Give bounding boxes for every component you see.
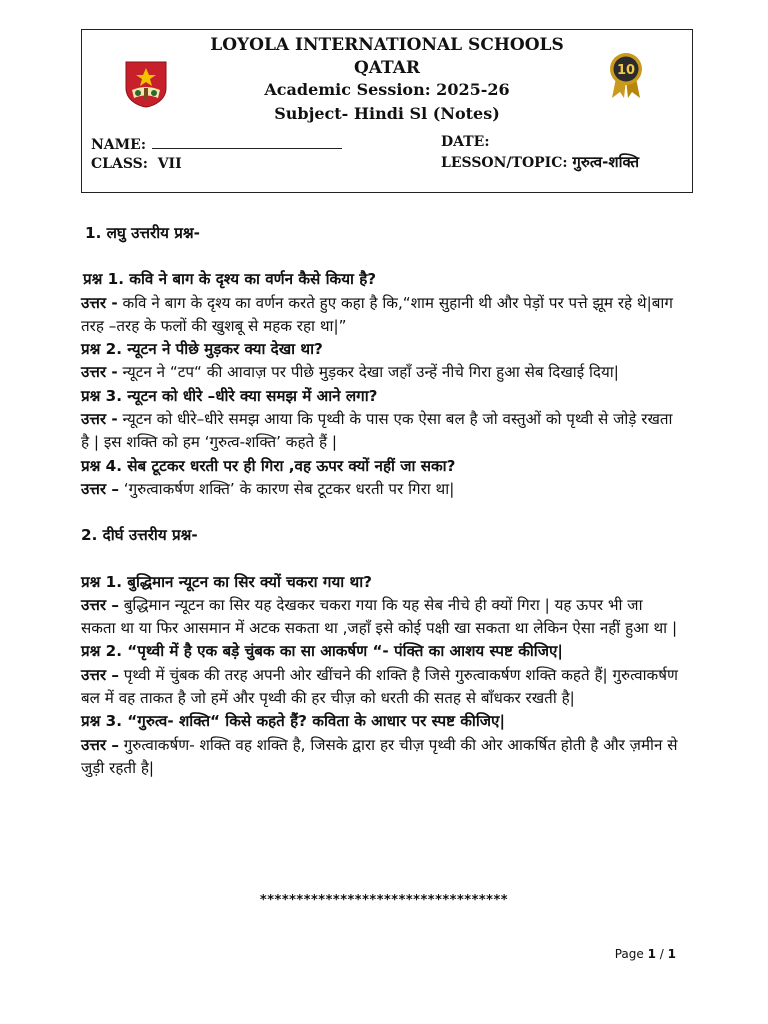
answer: उत्तर – पृथ्वी में चुंबक की तरह अपनी ओर खींचने की शक्ति है जिसे गुरुत्वाकर्षण शक्ति कहते हैं| गुरुत्वाकर्षण बल में वह ताकत है जो हमें और पृथ्वी की हर चीज़ को धरती की सतह से बाँधकर रखती है| bbox=[81, 665, 678, 708]
answer: उत्तर - न्यूटन ने “टप“ की आवाज़ पर पीछे मुड़कर देखा जहाँ उन्हें नीचे गिरा हुआ सेब दिखाई दिया| bbox=[81, 363, 619, 382]
qa-item bbox=[81, 710, 681, 780]
question: प्रश्न 3. “गुरुत्व- शक्ति“ किसे कहते हैं? कविता के आधार पर स्पष्ट कीजिए| bbox=[81, 712, 506, 731]
answer: उत्तर – बुद्धिमान न्यूटन का सिर यह देखकर चकरा गया कि यह सेब नीचे ही क्यों गिरा | यह ऊपर भी जा सकता था या फिर आसमान में अटक सकता था ,जहाँ इसे कोई पक्षी खा सकता था लेकिन ऐसा नहीं हुआ था | bbox=[81, 595, 678, 638]
school-name: LOYOLA INTERNATIONAL SCHOOLS bbox=[210, 35, 564, 55]
anniversary-badge-icon bbox=[606, 52, 646, 100]
section-heading-short: 1. लघु उत्तरीय प्रश्न- bbox=[85, 224, 200, 242]
divider-stars: ********************************** bbox=[259, 893, 509, 908]
section-heading-long: 2. दीर्घ उत्तरीय प्रश्न- bbox=[81, 526, 198, 545]
class-label: CLASS: bbox=[91, 156, 148, 172]
subject-title: Subject- Hindi Sl (Notes) bbox=[274, 104, 500, 123]
question: प्रश्न 2. “पृथ्वी में है एक बड़े चुंबक का सा आकर्षण “- पंक्ति का आशय स्पष्ट कीजिए| bbox=[81, 642, 563, 661]
notes-body bbox=[81, 222, 681, 780]
question: प्रश्न 4. सेब टूटकर धरती पर ही गिरा ,वह ऊपर क्यों नहीं जा सका? bbox=[81, 456, 456, 475]
topic-value: गुरुत्व-शक्ति bbox=[572, 153, 640, 171]
class-field bbox=[91, 157, 182, 171]
question: प्रश्न 2. न्यूटन ने पीछे मुड़कर क्या देखा था? bbox=[81, 340, 323, 359]
date-label: DATE: bbox=[441, 134, 490, 150]
question: प्रश्न 3. न्यूटन को धीरे –धीरे क्या समझ में आने लगा? bbox=[81, 386, 378, 405]
answer: उत्तर – गुरुत्वाकर्षण- शक्ति वह शक्ति है, जिसके द्वारा हर चीज़ पृथ्वी की ओर आकर्षित होती है और ज़मीन से जुड़ी रहती है| bbox=[81, 735, 678, 777]
name-blank-line bbox=[152, 135, 342, 149]
name-field bbox=[91, 135, 342, 152]
name-label: NAME: bbox=[91, 137, 146, 153]
answer: उत्तर - कवि ने बाग के दृश्य का वर्णन करते हुए कहा है कि,“शाम सुहानी थी और पेड़ों पर पत्ते झूम रहे थे|बाग तरह –तरह के फलों की खुशबू से महक रहा था|” bbox=[81, 293, 673, 335]
qa-item bbox=[81, 455, 681, 502]
class-value: VII bbox=[157, 156, 182, 172]
document-header bbox=[81, 29, 693, 193]
qa-item bbox=[81, 268, 681, 338]
answer: उत्तर – ‘गुरुत्वाकर्षण शक्ति’ के कारण सेब टूटकर धरती पर गिरा था| bbox=[81, 479, 455, 498]
qa-item bbox=[81, 385, 681, 455]
qa-item bbox=[81, 338, 681, 385]
topic-field bbox=[441, 155, 639, 170]
qa-item bbox=[81, 640, 681, 710]
page-number: Page 1 / 1 bbox=[614, 947, 676, 961]
question: प्रश्न 1. कवि ने बाग के दृश्य का वर्णन कैसे किया है? bbox=[83, 270, 377, 289]
question: प्रश्न 1. बुद्धिमान न्यूटन का सिर क्यों चकरा गया था? bbox=[81, 572, 372, 591]
badge-number: 10 bbox=[616, 63, 636, 78]
answer: उत्तर - न्यूटन को धीरे–धीरे समझ आया कि पृथ्वी के पास एक ऐसा बल है जो वस्तुओं को पृथ्वी से जोड़े रखता है | इस शक्ति को हम ‘गुरुत्व-शक्ति’ कहते हैं | bbox=[81, 410, 673, 452]
topic-label: LESSON/TOPIC: bbox=[441, 155, 568, 171]
qa-item bbox=[81, 571, 681, 641]
date-field bbox=[441, 135, 490, 149]
school-country: QATAR bbox=[353, 58, 421, 78]
academic-session: Academic Session: 2025-26 bbox=[264, 80, 510, 99]
